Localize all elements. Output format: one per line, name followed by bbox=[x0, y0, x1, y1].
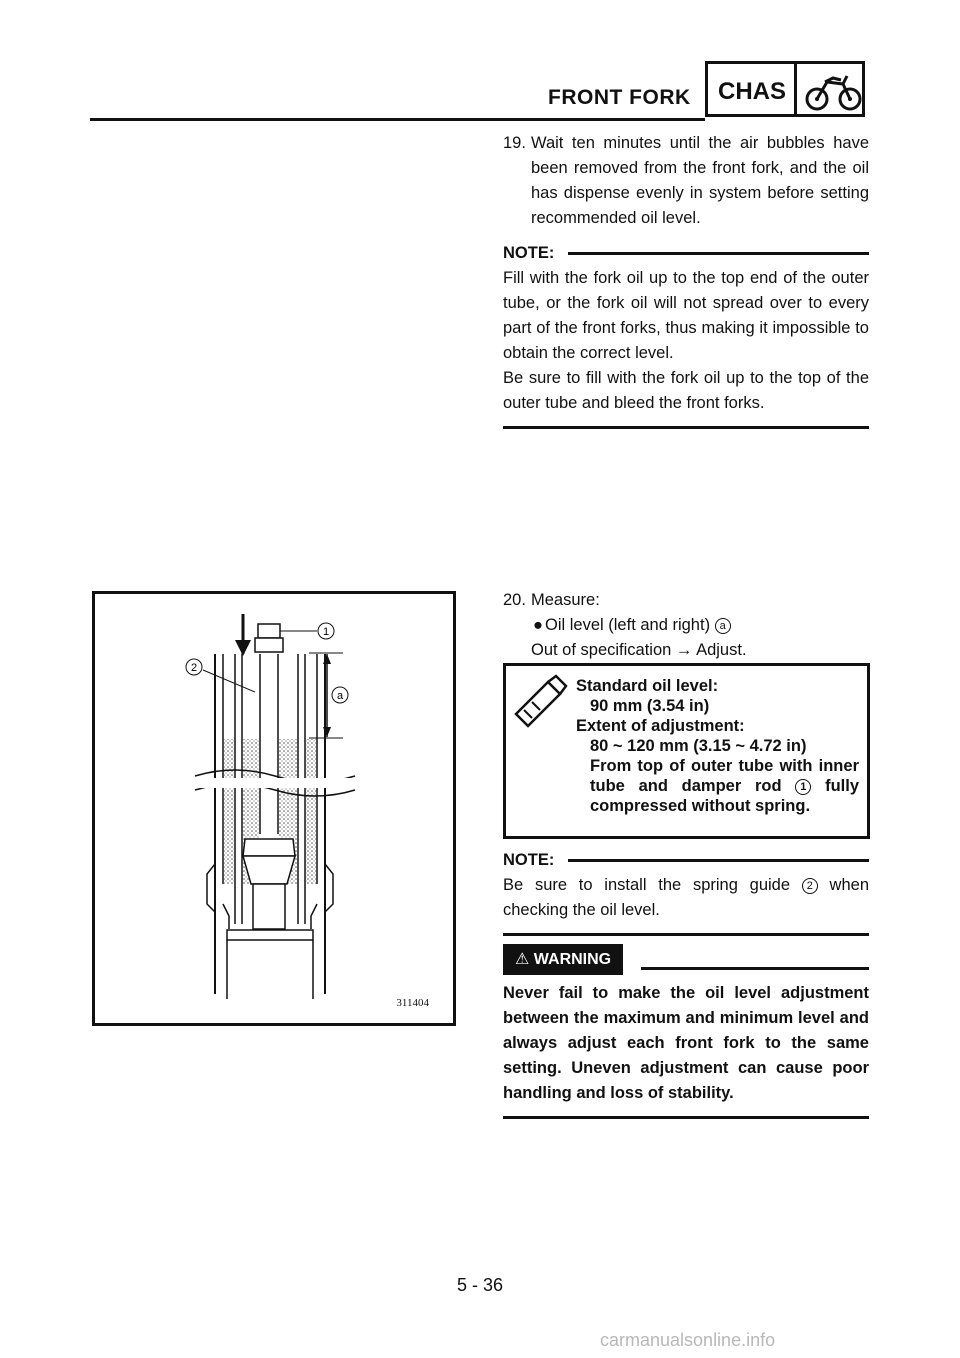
spec-detail bbox=[576, 756, 859, 816]
spec-label: Standard oil level: bbox=[576, 677, 719, 695]
spec-value: 80 ~ 120 mm (3.15 ~ 4.72 in) bbox=[590, 737, 807, 755]
bullet-text: Oil level (left and right) bbox=[545, 616, 711, 634]
motorcycle-icon bbox=[803, 70, 865, 114]
callout-a: a bbox=[336, 690, 344, 702]
fork-diagram bbox=[92, 591, 456, 1026]
note-rule bbox=[568, 252, 869, 255]
note-label: NOTE: bbox=[503, 244, 555, 262]
warning-block bbox=[503, 944, 869, 1119]
spec-detail-text: From top of outer tube with inner tube and damper rod bbox=[590, 757, 859, 795]
note-heading bbox=[503, 848, 869, 873]
spec-label: Extent of adjustment: bbox=[576, 717, 745, 735]
callout-2: 2 bbox=[190, 662, 198, 674]
warning-label: WARNING bbox=[533, 951, 612, 968]
step-20-block bbox=[503, 588, 869, 663]
note-rule bbox=[568, 859, 869, 862]
note-text-before: Be sure to install the spring guide bbox=[503, 876, 791, 894]
step-text: Wait ten minutes until the air bubbles have been removed from the front fork, and the oil has dispense evenly in system before setting recommended oil level. bbox=[531, 134, 869, 227]
note-label: NOTE: bbox=[503, 851, 555, 869]
spec-value: 90 mm (3.54 in) bbox=[590, 697, 710, 715]
page-number: 5 - 36 bbox=[456, 1275, 504, 1295]
warning-text: Never fail to make the oil level adjustment between the maximum and minimum level and always adjust each front fork to the same setting. Uneven adjustment can cause poor handling and loss of stability. bbox=[503, 984, 869, 1102]
note-2-block bbox=[503, 848, 869, 936]
spec-detail-end: fully compressed without spring. bbox=[590, 777, 859, 815]
warning-badge bbox=[503, 944, 623, 975]
note-end-rule bbox=[503, 933, 869, 936]
chapter-code: CHAS bbox=[718, 78, 787, 105]
warning-end-rule bbox=[503, 1116, 869, 1119]
note-text-after: when checking the oil level. bbox=[503, 876, 869, 919]
step-number: 20. bbox=[503, 591, 526, 609]
caliper-icon bbox=[512, 674, 568, 730]
warning-rule bbox=[641, 967, 869, 970]
ref-1: 1 bbox=[795, 779, 811, 795]
header-rule bbox=[90, 118, 705, 121]
step-19-block bbox=[503, 131, 869, 429]
note-paragraph: Fill with the fork oil up to the top end of the outer tube, or the fork oil will not spread over to every part of the front forks, thus making it impossible to obtain the correct level. bbox=[503, 269, 869, 362]
fork-cross-section bbox=[95, 594, 453, 1023]
note-end-rule bbox=[503, 426, 869, 429]
measure-result: Out of specification → Adjust. bbox=[531, 641, 747, 659]
note-paragraph bbox=[503, 873, 869, 923]
measure-bullet bbox=[503, 613, 869, 638]
step-title: Measure: bbox=[531, 591, 600, 609]
chapter-tab bbox=[705, 61, 865, 117]
warning-heading bbox=[503, 944, 869, 975]
chapter-tab-divider bbox=[794, 64, 797, 114]
figure-code: 311404 bbox=[396, 997, 429, 1009]
note-paragraph: Be sure to fill with the fork oil up to the top of the outer tube and bleed the front forks. bbox=[503, 369, 869, 412]
note-heading bbox=[503, 241, 869, 266]
spec-box bbox=[503, 663, 870, 839]
step-number: 19. bbox=[503, 134, 526, 152]
warning-icon: ⚠ bbox=[515, 951, 530, 968]
ref-2: 2 bbox=[802, 878, 818, 894]
step-19 bbox=[503, 131, 869, 231]
section-title: FRONT FORK bbox=[548, 86, 691, 109]
step-20 bbox=[503, 588, 869, 613]
spec-text bbox=[576, 676, 859, 816]
footer-watermark: carmanualsonline.info bbox=[600, 1330, 776, 1350]
bullet-dot: ● bbox=[533, 616, 543, 634]
callout-1: 1 bbox=[322, 626, 330, 638]
ref-a: a bbox=[715, 618, 731, 634]
